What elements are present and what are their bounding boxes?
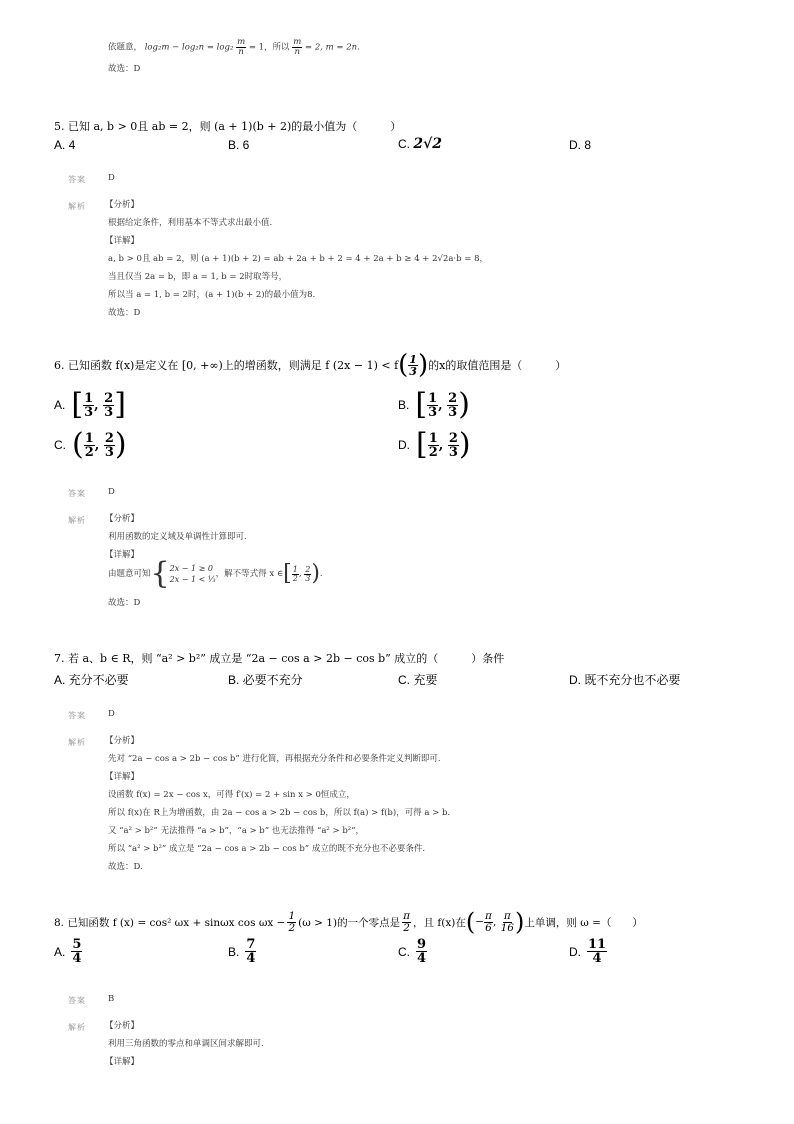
q6-option-d: D. [ $\frac{1}{2}$ , $\frac{2}{3}$ ) xyxy=(398,427,471,462)
prev-line-mid: = 1，所以 xyxy=(248,42,290,53)
q8-answer-tag: 答案 xyxy=(68,996,86,1005)
q5-option-a: A. 4 xyxy=(54,138,76,152)
q8-analysis-body: 利用三角函数的零点和单调区间求解即可. xyxy=(108,1039,264,1049)
q8-option-a: A. $\frac{5}{4}$ xyxy=(54,937,82,966)
q6-option-b: B. [ $\frac{1}{3}$ , $\frac{2}{3}$ ) xyxy=(398,387,470,422)
q5-detail-line-3: 所以当 a = 1, b = 2时，(a + 1)(b + 2)的最小值为8. xyxy=(108,290,316,300)
q6-detail-line-1: 由题意可知 { 2x − 1 ≥ 0 2x − 1 < ⅓ ，解不等式得 x ∈ [ $\frac{1}{2}$ , $\frac{2}{3}$ ) . xyxy=(108,556,323,591)
q7-option-a: A. 充分不必要 xyxy=(54,673,129,687)
q7-detail-head: 【详解】 xyxy=(105,772,140,782)
q6-detail-head: 【详解】 xyxy=(105,550,140,560)
q5-option-d: D. 8 xyxy=(569,138,592,152)
q7-answer: D xyxy=(108,709,115,719)
q7-detail-line-1: 设函数 f(x) = 2x − cos x，可得 f′(x) = 2 + sin x > 0恒成立， xyxy=(108,790,355,800)
q7-detail-line-2: 所以 f(x)在 R上为增函数，由 2a − cos a > 2b − cos b，所以 f(a) > f(b)，可得 a > b. xyxy=(108,808,451,818)
q5-detail-line-4: 故选：D xyxy=(108,308,141,318)
q7-option-d: D. 既不充分也不必要 xyxy=(569,673,681,687)
q8-analysis-tag: 解析 xyxy=(68,1023,86,1032)
q6-answer: D xyxy=(108,487,115,497)
prev-choose: 故选：D xyxy=(108,64,141,74)
question-5-stem: 5. 已知 a, b > 0且 ab = 2，则 (a + 1)(b + 2)的最小值为（ ） xyxy=(54,120,402,133)
question-6-stem: 6. 已知函数 f(x)是定义在 [0, +∞)上的增函数，则满足 f (2x − 1) < f ( $\frac{1}{3}$ ) 的x的取值范围是（ ） xyxy=(54,350,567,380)
q5-analysis-head: 【分析】 xyxy=(105,200,140,210)
q7-detail-line-3: 又 “a² > b²” 无法推得 “a > b”，“a > b” 也无法推得 “a² > b²”， xyxy=(108,826,365,836)
q7-detail-line-5: 故选：D. xyxy=(108,862,143,872)
fraction-m-over-n-2: $\frac{m}{n}$ xyxy=(293,37,302,57)
q8-option-c: C. $\frac{9}{4}$ xyxy=(398,937,427,966)
q8-answer: B xyxy=(108,994,115,1004)
q5-detail-line-1: a, b > 0且 ab = 2，则 (a + 1)(b + 2) = ab + 2a + b + 2 = 4 + 2a + b ≥ 4 + 2√2a·b = 8， xyxy=(108,254,489,264)
prev-line-math: log₂m − log₂n = log₂ xyxy=(144,42,234,53)
q7-analysis-head: 【分析】 xyxy=(105,736,140,746)
q8-detail-head: 【详解】 xyxy=(105,1057,140,1067)
prev-solution-line xyxy=(108,38,360,56)
question-7-stem: 7. 若 a、b ∈ R，则 “a² > b²” 成立是 “2a − cos a > 2b − cos b” 成立的（ ）条件 xyxy=(54,652,505,665)
q7-option-c: C. 充要 xyxy=(398,673,438,687)
q6-option-a: A. [ $\frac{1}{3}$ , $\frac{2}{3}$ ] xyxy=(54,387,126,422)
fraction-m-over-n: $\frac{m}{n}$ xyxy=(237,37,246,57)
q6-answer-tag: 答案 xyxy=(68,489,86,498)
q8-analysis-head: 【分析】 xyxy=(105,1021,140,1031)
q5-analysis-tag: 解析 xyxy=(68,202,86,211)
q5-answer-tag: 答案 xyxy=(68,175,86,184)
q5-option-b: B. 6 xyxy=(228,138,250,152)
q6-analysis-body: 利用函数的定义域及单调性计算即可. xyxy=(108,532,247,542)
q7-analysis-tag: 解析 xyxy=(68,738,86,747)
q5-detail-head: 【详解】 xyxy=(105,236,140,246)
question-8-stem: 8. 已知函数 f (x) = cos² ωx + sinωx cos ωx − $\frac{1}{2}$ (ω > 1)的一个零点是 $\frac{\pi}{2}$ ，且 f(x)在 ( − $\frac{\pi}{6}$ , $\frac{\pi}{16}$ ) 上单调，则 ω =（ ） xyxy=(54,908,643,936)
q7-analysis-body: 先对 “2a − cos a > 2b − cos b” 进行化简，再根据充分条件和必要条件定义判断即可. xyxy=(108,754,441,764)
q6-analysis-tag: 解析 xyxy=(68,516,86,525)
q5-detail-line-2: 当且仅当 2a = b，即 a = 1, b = 2时取等号， xyxy=(108,272,288,282)
q5-option-c: C. 2√2 xyxy=(398,136,443,152)
q8-option-d: D. $\frac{11}{4}$ xyxy=(569,937,607,966)
q5-answer: D xyxy=(108,173,115,183)
q6-analysis-head: 【分析】 xyxy=(105,514,140,524)
q7-option-b: B. 必要不充分 xyxy=(228,673,303,687)
q7-detail-line-4: 所以 “a² > b²” 成立是 “2a − cos a > 2b − cos b” 成立的既不充分也不必要条件. xyxy=(108,844,426,854)
q5-analysis-body: 根据给定条件，利用基本不等式求出最小值. xyxy=(108,218,273,228)
q6-option-c: C. ( $\frac{1}{2}$ , $\frac{2}{3}$ ) xyxy=(54,427,127,462)
prev-line-end: = 2, m = 2n. xyxy=(305,42,360,53)
q6-detail-line-2: 故选：D xyxy=(108,598,141,608)
prev-line-prefix: 依题意， xyxy=(108,42,143,53)
q7-answer-tag: 答案 xyxy=(68,711,86,720)
q8-option-b: B. $\frac{7}{4}$ xyxy=(228,937,256,966)
